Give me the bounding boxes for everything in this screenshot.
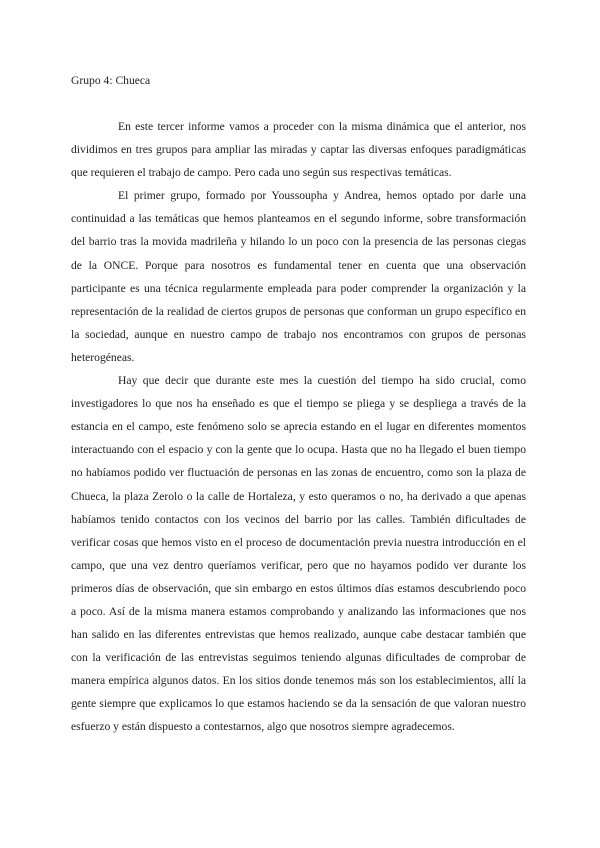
document-body — [71, 115, 526, 739]
document-title: Grupo 4: Chueca — [71, 74, 151, 87]
paragraph-first-group: El primer grupo, formado por Youssoupha y Andrea, hemos optado por darle una continuidad a las temáticas que hemos planteamos en el segundo informe, sobre transformación del barrio tras la movida madrileña y hilando lo un poco con la presencia de las personas ciegas de la ONCE. Porque para nosotros es fundamental tener en cuenta que una observación participante es una técnica regularmente empleada para poder comprender la organización y la representación de la realidad de ciertos grupos de personas que conforman un grupo específico en la sociedad, aunque en nuestro campo de trabajo nos encontramos con grupos de personas heterogéneas. — [71, 189, 526, 364]
paragraph-intro: En este tercer informe vamos a proceder con la misma dinámica que el anterior, nos dividimos en tres grupos para ampliar las miradas y captar las diversas enfoques paradigmáticas que requieren el trabajo de campo. Pero cada uno según sus respectivas temáticas. — [71, 120, 526, 180]
paragraph-time-fieldwork: Hay que decir que durante este mes la cuestión del tiempo ha sido crucial, como investigadores lo que nos ha enseñado es que el tiempo se pliega y se despliega a través de la estancia en el campo, este fenómeno solo se aprecia estando en el lugar en diferentes momentos interactuando con el espacio y con la gente que lo ocupa. Hasta que no ha llegado el buen tiempo no habíamos podido ver fluctuación de personas en las zonas de encuentro, como son la plaza de Chueca, la plaza Zerolo o la calle de Hortaleza, y esto queramos o no, ha derivado a que apenas habíamos tenido contactos con los vecinos del barrio por las calles. También dificultades de verificar cosas que hemos visto en el proceso de documentación previa nuestra introducción en el campo, que una vez dentro queríamos verificar, pero que no hayamos podido ver durante los primeros días de observación, que sin embargo en estos últimos días estamos descubriendo poco a poco. Así de la misma manera estamos comprobando y analizando las informaciones que nos han salido en las diferentes entrevistas que hemos realizado, aunque cabe destacar también que con la verificación de las entrevistas seguimos teniendo algunas dificultades de comprobar de manera empírica algunos datos. En los sitios donde tenemos más son los establecimientos, allí la gente siempre que explicamos lo que estamos haciendo se da la sensación de que valoran nuestro esfuerzo y están dispuesto a contestarnos, algo que nosotros siempre agradecemos. — [71, 374, 526, 734]
